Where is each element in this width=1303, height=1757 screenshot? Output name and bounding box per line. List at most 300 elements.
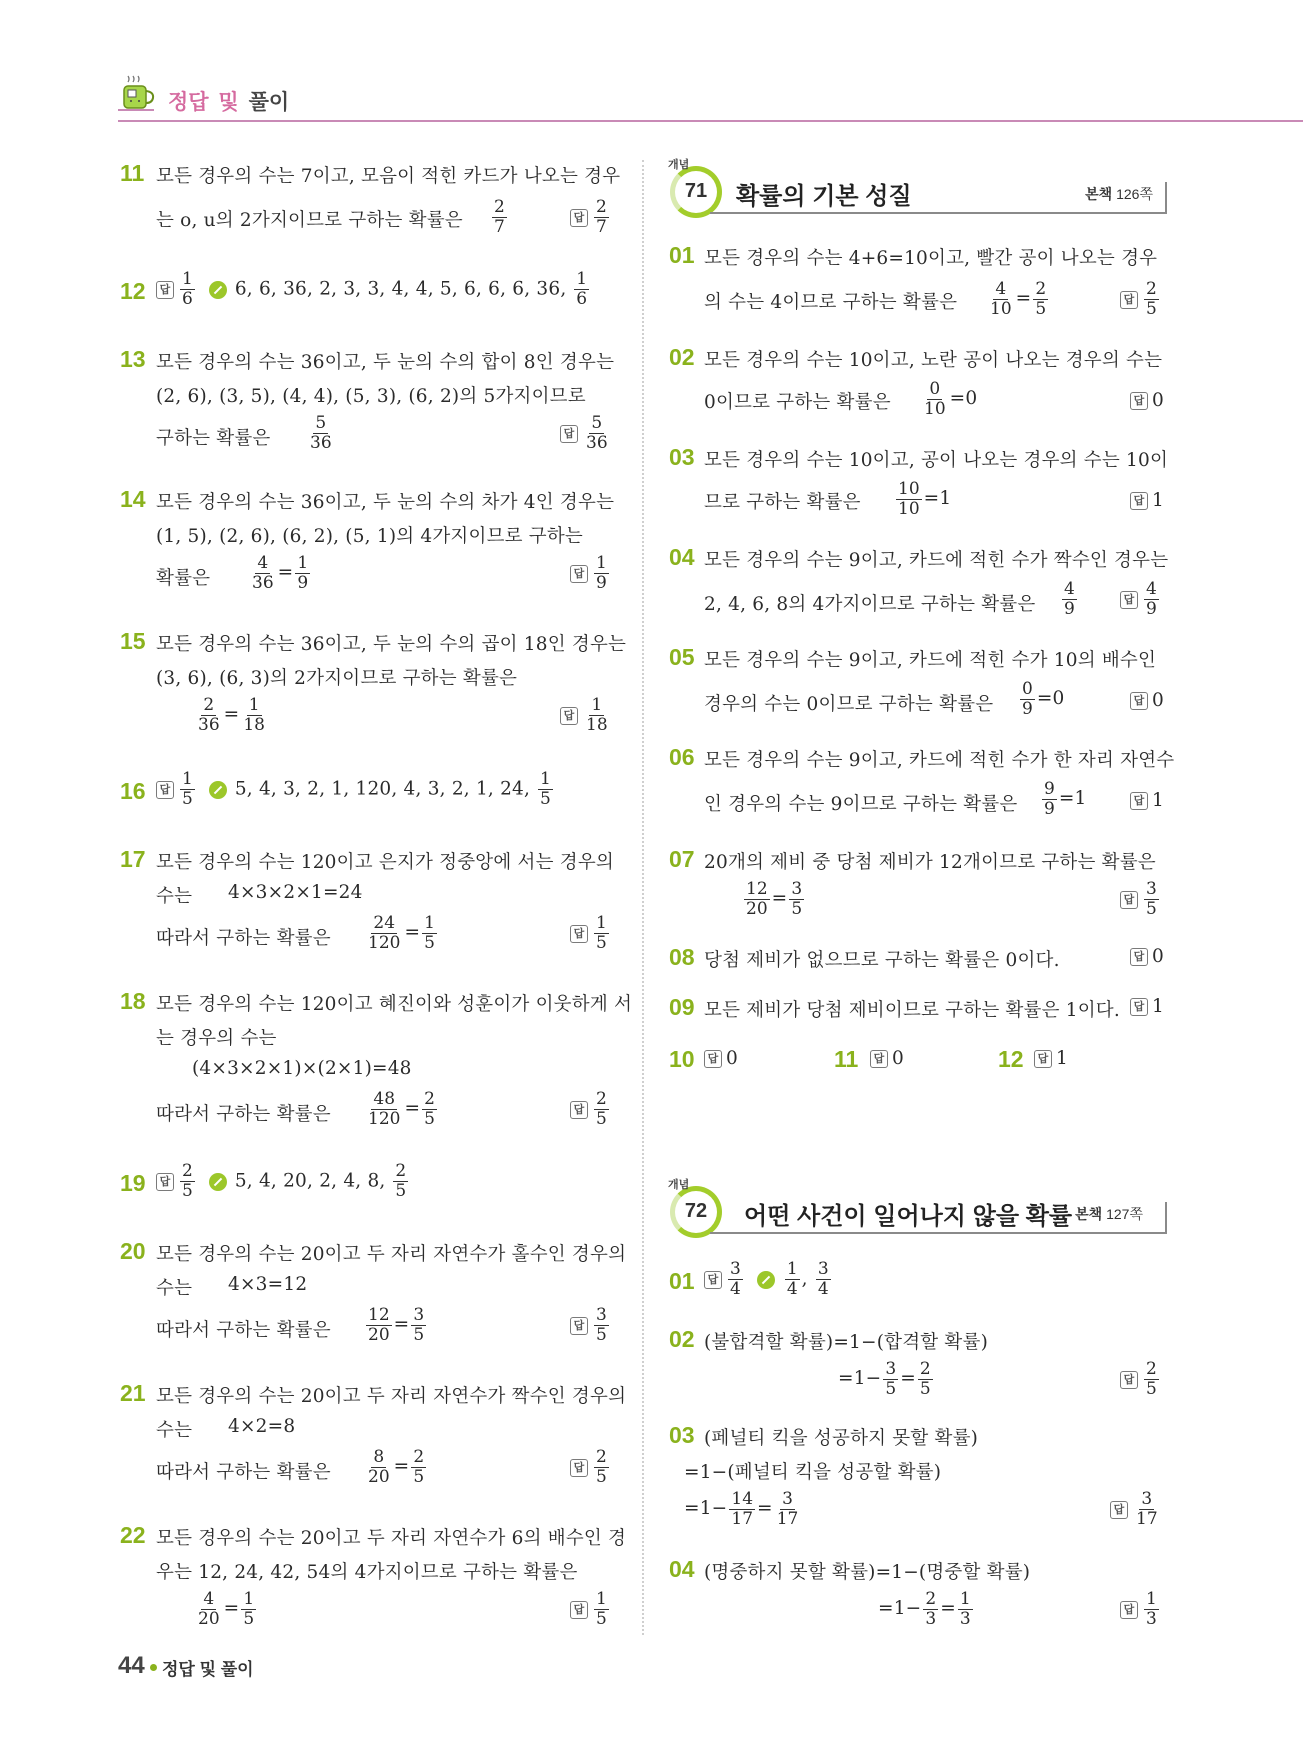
answer: 답 1	[1130, 790, 1164, 811]
math-term: 5	[919, 1379, 931, 1399]
fraction	[366, 1090, 402, 1129]
math-term: =	[757, 1498, 773, 1519]
math-term: 1	[182, 269, 193, 289]
math-term: 2	[596, 197, 607, 217]
answer-badge-icon: 답	[1130, 392, 1148, 410]
problem-number: 04	[669, 544, 695, 570]
fraction	[574, 270, 589, 309]
fraction	[789, 880, 804, 919]
math-term: 17	[776, 1509, 799, 1529]
equation: 4×3=12	[228, 1274, 308, 1295]
fraction	[594, 1448, 609, 1487]
math-term	[1018, 680, 1065, 719]
fraction	[744, 880, 770, 919]
problem-number: 02	[669, 344, 695, 370]
header-title-answer: 정답	[168, 91, 209, 114]
math-term: 2	[182, 1161, 193, 1181]
problem-text: 따라서 구하는 확률은	[156, 1320, 331, 1341]
math-term: 3	[817, 1259, 829, 1279]
math-term	[1040, 780, 1087, 819]
problem-text: 따라서 구하는 확률은	[156, 928, 331, 949]
math-term: =1−	[838, 1368, 882, 1389]
concept-number: 72	[684, 1200, 708, 1222]
math-term: 5	[424, 1109, 435, 1129]
concept-label: 개념	[668, 159, 690, 171]
answer: 답 1	[1130, 996, 1164, 1017]
fraction	[308, 414, 334, 453]
answer-badge-icon: 답	[570, 1101, 588, 1119]
math-term: 17	[731, 1509, 754, 1529]
math-term: 1	[540, 769, 551, 789]
fraction	[366, 1448, 392, 1487]
math-term: 36	[198, 715, 220, 735]
problem-text: 모든 경우의 수는 9이고, 카드에 적힌 수가 10의 배수인	[704, 650, 1157, 671]
math-term: 1	[959, 1589, 971, 1609]
math-term: 120	[368, 933, 401, 953]
problem-text: (불합격할 확률)=1−(합격할 확률)	[704, 1332, 988, 1353]
fraction	[594, 914, 609, 953]
answer-line	[156, 770, 555, 809]
answer	[570, 198, 611, 237]
math-term: 17	[1136, 1509, 1158, 1529]
column-divider	[642, 160, 644, 1635]
math-term: =0	[1036, 688, 1065, 709]
page-number: 44	[118, 1652, 145, 1679]
problem-text: 수는	[156, 1420, 193, 1441]
problem-text: 모든 경우의 수는 20이고 두 자리 자연수가 짝수인 경우의	[156, 1386, 627, 1407]
math-term: =	[223, 1598, 240, 1619]
math-term: 5	[1146, 1379, 1157, 1399]
problem-text: 모든 경우의 수는 20이고 두 자리 자연수가 홀수인 경우의	[156, 1244, 627, 1265]
answer-badge-icon: 답	[1130, 792, 1148, 810]
math-term: 5	[395, 1181, 407, 1201]
math-term: 5	[885, 1379, 897, 1399]
problem-text: 수는	[156, 1278, 193, 1299]
math-term: =0	[949, 388, 978, 409]
answer-badge-icon: 답	[1120, 291, 1138, 309]
answer-badge-icon: 답	[870, 1050, 888, 1068]
fraction	[883, 1360, 898, 1399]
math-term	[742, 880, 806, 919]
math-term: 9	[1022, 699, 1033, 719]
math-term	[684, 1490, 802, 1529]
answer	[570, 1090, 611, 1129]
math-term	[838, 1360, 935, 1399]
fraction	[594, 198, 609, 237]
problem-number: 18	[120, 988, 146, 1014]
mug-logo-icon	[118, 72, 158, 116]
answer: 답 0	[870, 1048, 904, 1069]
pencil-icon	[757, 1271, 775, 1289]
problem-text: 는 o, u의 2가지이므로 구하는 확률은	[156, 210, 463, 231]
textbook-page-ref: 본책 126쪽	[1085, 186, 1153, 202]
answer	[570, 1448, 611, 1487]
problem-text: 모든 경우의 수는 7이고, 모음이 적힌 카드가 나오는 경우	[156, 166, 621, 187]
math-term	[364, 1090, 439, 1129]
math-term: 20	[198, 1609, 220, 1629]
problem-text: (2, 6), (3, 5), (4, 4), (5, 3), (6, 2)의 5가지이므로	[156, 386, 586, 407]
problem-text: =1−(페널티 킥을 성공할 확률)	[684, 1462, 942, 1483]
math-term: 1	[591, 695, 603, 715]
math-term: 4	[786, 1279, 798, 1299]
math-term: 8	[373, 1447, 385, 1467]
problem-text: 수는	[156, 886, 193, 907]
problem-text: 모든 제비가 당첨 제비이므로 구하는 확률은 1이다.	[704, 1000, 1120, 1021]
math-term: 0	[929, 379, 941, 399]
fraction	[1020, 680, 1035, 719]
problem-text: 모든 경우의 수는 20이고 두 자리 자연수가 6의 배수인 경	[156, 1528, 627, 1549]
pencil-icon	[209, 1173, 227, 1191]
fraction	[584, 696, 610, 735]
fraction	[958, 1590, 973, 1629]
concept-bracket	[1165, 1202, 1167, 1234]
math-term: 10	[924, 399, 946, 419]
math-term: =	[277, 562, 294, 583]
problem-text: 는 경우의 수는	[156, 1028, 277, 1049]
problem-text: 모든 경우의 수는 36이고, 두 눈의 수의 차가 4인 경우는	[156, 492, 615, 513]
problem-text: 확률은	[156, 568, 211, 589]
math-term: =	[404, 922, 421, 943]
problem-number: 06	[669, 744, 695, 770]
math-term	[306, 414, 336, 453]
answer-badge-icon: 답	[1120, 1601, 1138, 1619]
fraction	[594, 1590, 609, 1629]
math-term: 2	[919, 1359, 931, 1379]
math-term: 5	[791, 899, 803, 919]
answer: 답 0	[1130, 946, 1164, 967]
answer-line	[704, 1260, 833, 1299]
problem-text: 모든 경우의 수는 36이고, 두 눈의 수의 합이 8인 경우는	[156, 352, 615, 373]
math-term: 1	[297, 553, 309, 573]
math-term	[878, 1590, 975, 1629]
fraction	[1144, 1590, 1159, 1629]
answer: 답 0	[1130, 690, 1164, 711]
problem-text: (페널티 킥을 성공하지 못할 확률)	[704, 1428, 979, 1449]
math-term: =1	[923, 488, 952, 509]
fraction	[1144, 280, 1159, 319]
fraction	[1134, 1490, 1160, 1529]
answer: 답 0	[704, 1048, 738, 1069]
problem-text: 모든 경우의 수는 9이고, 카드에 적힌 수가 짝수인 경우는	[704, 550, 1169, 571]
header-title-and: 및	[218, 91, 239, 114]
fraction	[594, 1306, 609, 1345]
concept-label: 개념	[668, 1179, 690, 1191]
problem-number: 15	[120, 628, 146, 654]
textbook-page-ref: 본책 127쪽	[1075, 1206, 1143, 1222]
math-term: 10	[898, 479, 920, 499]
math-term: 10	[990, 299, 1012, 319]
problem-text: (1, 5), (2, 6), (6, 2), (5, 1)의 4가지이므로 구하는	[156, 526, 584, 547]
math-term: 36	[252, 573, 274, 593]
math-term: 4	[817, 1279, 829, 1299]
answer: 답 0	[1130, 390, 1164, 411]
problem-text: 우는 12, 24, 42, 54의 4가지이므로 구하는 확률은	[156, 1562, 578, 1583]
fill-in-sequence: 6, 6, 36, 2, 3, 3, 4, 4, 5, 6, 6, 6, 36,	[234, 278, 567, 300]
answer: 답 1	[1130, 490, 1164, 511]
math-term: =	[393, 1314, 410, 1335]
fraction	[1033, 280, 1048, 319]
math-term: 1	[596, 1589, 607, 1609]
fraction	[785, 1260, 800, 1299]
math-term: 1	[786, 1259, 798, 1279]
fraction	[594, 554, 609, 593]
fraction	[816, 1260, 831, 1299]
answer	[570, 1590, 611, 1629]
math-term	[894, 480, 951, 519]
fraction	[1062, 580, 1077, 619]
math-term: 48	[373, 1089, 396, 1109]
problem-text: 0이므로 구하는 확률은	[704, 392, 891, 413]
problem-text: 따라서 구하는 확률은	[156, 1462, 331, 1483]
math-term: 6	[576, 289, 588, 309]
concept-underline	[710, 212, 1167, 214]
fraction	[584, 414, 610, 453]
math-term: 5	[413, 1325, 425, 1345]
math-term: 20	[368, 1467, 390, 1487]
answer-badge-icon: 답	[570, 925, 588, 943]
fraction	[1042, 780, 1057, 819]
answer-badge-icon: 답	[570, 1317, 588, 1335]
math-term	[490, 198, 509, 237]
fraction	[180, 270, 195, 309]
pencil-icon	[209, 781, 227, 799]
fraction	[393, 1162, 408, 1201]
math-term: 2	[596, 1447, 607, 1467]
fraction	[896, 480, 922, 519]
math-term	[194, 1590, 258, 1629]
math-term: 5	[315, 413, 327, 433]
math-term: =1	[1058, 788, 1087, 809]
fraction	[241, 696, 267, 735]
math-term: 4	[203, 1589, 215, 1609]
math-term: 2	[925, 1589, 937, 1609]
math-term: 20	[368, 1325, 390, 1345]
math-term: =	[940, 1598, 956, 1619]
header-title-solution: 풀이	[248, 91, 290, 114]
problem-text: 당첨 제비가 없으므로 구하는 확률은 0이다.	[704, 950, 1060, 971]
math-term	[248, 554, 312, 593]
math-term	[194, 696, 269, 735]
math-term	[1060, 580, 1079, 619]
problem-text: 모든 경우의 수는 4+6=10이고, 빨간 공이 나오는 경우	[704, 248, 1158, 269]
answer-badge-icon: 답	[1130, 998, 1148, 1016]
math-term: 3	[730, 1259, 741, 1279]
problem-number: 11	[120, 160, 145, 186]
answer-line	[156, 270, 591, 309]
equation: 4×2=8	[228, 1416, 296, 1437]
math-term: 2	[395, 1161, 407, 1181]
math-term: 4	[730, 1279, 741, 1299]
math-term: 9	[1044, 779, 1055, 799]
math-term: 5	[182, 789, 193, 809]
fraction	[923, 1590, 938, 1629]
concept-bracket	[1165, 182, 1167, 214]
math-term: 6	[182, 289, 193, 309]
problem-number: 20	[120, 1238, 146, 1264]
problem-number: 04	[669, 1556, 695, 1582]
answer	[570, 914, 611, 953]
math-term: 4	[1146, 579, 1157, 599]
fraction	[1144, 580, 1159, 619]
answer-badge-icon: 답	[1120, 591, 1138, 609]
answer	[570, 1306, 611, 1345]
problem-number: 13	[120, 346, 146, 372]
fill-in-sequence: 5, 4, 3, 2, 1, 120, 4, 3, 2, 1, 24,	[234, 778, 531, 800]
problem-number: 03	[669, 1422, 695, 1448]
problem-number: 05	[669, 644, 695, 670]
problem-text: (명중하지 못할 확률)=1−(명중할 확률)	[704, 1562, 1031, 1583]
answer	[560, 696, 612, 735]
answer-badge-icon: 답	[1120, 891, 1138, 909]
problem-number: 07	[669, 846, 695, 872]
fraction	[594, 1090, 609, 1129]
problem-text: 모든 경우의 수는 36이고, 두 눈의 수의 곱이 18인 경우는	[156, 634, 627, 655]
answer-badge-icon: 답	[560, 425, 578, 443]
math-term: 2	[596, 1089, 607, 1109]
math-term: 18	[243, 715, 265, 735]
problem-number: 12	[998, 1046, 1024, 1072]
fraction	[411, 1448, 426, 1487]
math-term: 0	[1022, 679, 1033, 699]
math-term: 18	[586, 715, 608, 735]
problem-text: 따라서 구하는 확률은	[156, 1104, 331, 1125]
math-term: 1	[1146, 1589, 1157, 1609]
fraction	[411, 1306, 426, 1345]
fraction	[366, 914, 402, 953]
math-term: 3	[596, 1305, 607, 1325]
math-term: 5	[596, 1325, 607, 1345]
problem-number: 09	[669, 994, 695, 1020]
pencil-icon	[209, 281, 227, 299]
math-term: 36	[310, 433, 332, 453]
math-term: ,	[801, 1268, 814, 1290]
fraction	[295, 554, 310, 593]
math-term: 10	[898, 499, 920, 519]
fraction	[728, 1260, 743, 1299]
math-term: 1	[596, 553, 607, 573]
answer-badge-icon: 답	[1110, 1501, 1128, 1519]
math-term: 4	[257, 553, 269, 573]
answer-badge-icon: 답	[570, 565, 588, 583]
math-term: 5	[1146, 899, 1157, 919]
math-term: 3	[782, 1489, 793, 1509]
math-term: 1	[596, 913, 607, 933]
fraction	[250, 554, 276, 593]
problem-text: 경우의 수는 0이므로 구하는 확률은	[704, 694, 994, 715]
math-term: 2	[203, 695, 215, 715]
problem-number: 21	[120, 1380, 146, 1406]
math-term: 3	[1146, 1609, 1157, 1629]
math-term	[364, 914, 439, 953]
answer-badge-icon: 답	[1034, 1050, 1052, 1068]
problem-number: 19	[120, 1170, 146, 1196]
problem-text: 모든 경우의 수는 10이고, 노란 공이 나오는 경우의 수는	[704, 350, 1163, 371]
answer-badge-icon: 답	[560, 707, 578, 725]
answer-badge-icon: 답	[704, 1050, 722, 1068]
math-term: 20	[746, 899, 768, 919]
fraction	[196, 1590, 222, 1629]
math-term: 36	[586, 433, 608, 453]
math-term: 1	[576, 269, 588, 289]
fill-in-sequence: 5, 4, 20, 2, 4, 8,	[234, 1170, 386, 1192]
math-term: 7	[596, 217, 607, 237]
fraction	[180, 770, 195, 809]
answer-badge-icon: 답	[156, 1173, 174, 1191]
concept-title: 확률의 기본 성질	[736, 183, 912, 210]
answer-badge-icon: 답	[1130, 692, 1148, 710]
problem-text: 므로 구하는 확률은	[704, 492, 861, 513]
answer-badge-icon: 답	[1120, 1371, 1138, 1389]
problem-number: 11	[834, 1046, 859, 1072]
fraction	[1144, 880, 1159, 919]
math-term: 3	[959, 1609, 971, 1629]
math-term: 5	[596, 933, 607, 953]
fraction	[918, 1360, 933, 1399]
problem-text: 모든 경우의 수는 10이고, 공이 나오는 경우의 수는 10이	[704, 450, 1169, 471]
math-term: =	[404, 1098, 421, 1119]
math-term: 3	[1146, 879, 1157, 899]
problem-text: (3, 6), (6, 3)의 2가지이므로 구하는 확률은	[156, 668, 518, 689]
math-term: 1	[182, 769, 193, 789]
problem-number: 22	[120, 1522, 146, 1548]
math-term: 9	[596, 573, 607, 593]
header-divider	[118, 120, 1303, 122]
math-term: 5	[596, 1609, 607, 1629]
math-term	[920, 380, 977, 419]
page-header-title	[168, 86, 289, 116]
math-term: 9	[297, 573, 309, 593]
footer-label: 정답 및 풀이	[162, 1660, 254, 1679]
fraction	[241, 1590, 256, 1629]
math-term: 5	[596, 1467, 607, 1487]
answer-badge-icon: 답	[156, 781, 174, 799]
math-term: 5	[413, 1467, 425, 1487]
problem-text: 모든 경우의 수는 120이고 혜진이와 성훈이가 이웃하게 서	[156, 994, 633, 1015]
answer	[1120, 1590, 1161, 1629]
math-term: 9	[1146, 599, 1157, 619]
answer	[1120, 880, 1161, 919]
concept-underline	[710, 1232, 1167, 1234]
answer-badge-icon: 답	[570, 209, 588, 227]
math-term: 2	[1035, 279, 1047, 299]
math-term: 2	[1146, 279, 1157, 299]
problem-text: 모든 경우의 수는 120이고 은지가 정중앙에 서는 경우의	[156, 852, 614, 873]
answer	[1120, 1360, 1161, 1399]
answer: 답 1	[1034, 1048, 1068, 1069]
problem-text: 의 수는 4이므로 구하는 확률은	[704, 292, 958, 313]
math-term	[364, 1306, 428, 1345]
problem-number: 02	[669, 1326, 695, 1352]
math-term: 120	[368, 1109, 401, 1129]
math-term: 3	[791, 879, 803, 899]
concept-72-header	[670, 1170, 1167, 1240]
math-term: =	[223, 704, 240, 725]
math-term: =	[1015, 288, 1032, 309]
problem-text: 2, 4, 6, 8의 4가지이므로 구하는 확률은	[704, 594, 1036, 615]
math-term: 1	[424, 913, 435, 933]
problem-text: 20개의 제비 중 당첨 제비가 12개이므로 구하는 확률은	[704, 852, 1156, 873]
concept-number: 71	[684, 180, 708, 202]
fraction	[775, 1490, 801, 1529]
equation: 4×3×2×1=24	[228, 882, 363, 903]
fraction	[1144, 1360, 1159, 1399]
math-term: 5	[1146, 299, 1157, 319]
equation: (4×3×2×1)×(2×1)=48	[192, 1058, 412, 1079]
math-term: 5	[243, 1609, 255, 1629]
problem-text: 인 경우의 수는 9이므로 구하는 확률은	[704, 794, 1018, 815]
math-term: 3	[925, 1609, 937, 1629]
math-term: 3	[885, 1359, 897, 1379]
